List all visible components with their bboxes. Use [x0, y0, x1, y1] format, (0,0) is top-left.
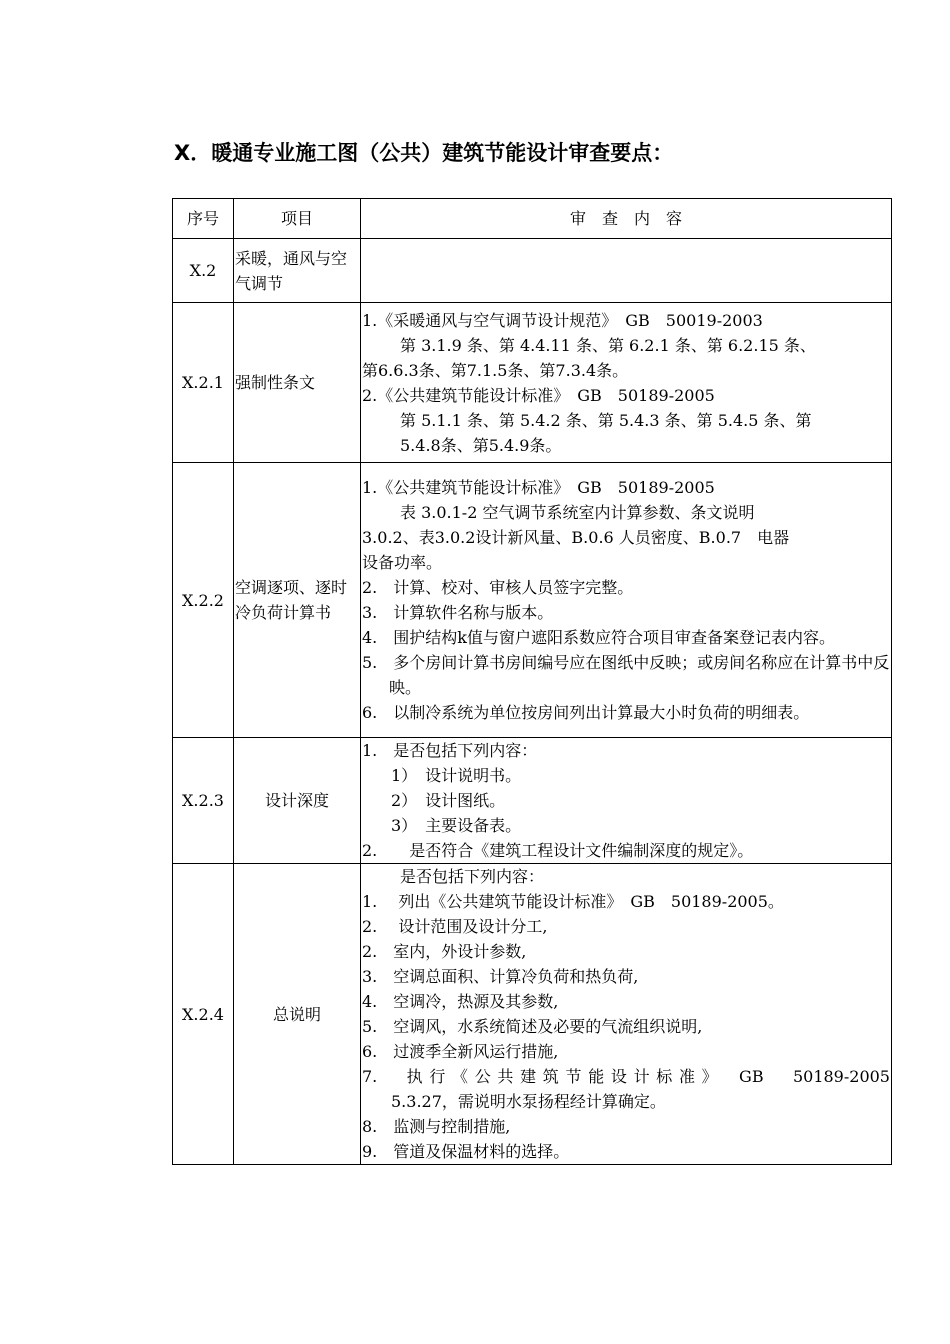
table-row: [173, 738, 892, 864]
page-title: X．暖通专业施工图（公共）建筑节能设计审查要点：: [174, 141, 674, 165]
content-line: 表 3.0.1-2 空气调节系统室内计算参数、条文说明: [400, 503, 755, 522]
content-line: 2. 是否符合《建筑工程设计文件编制深度的规定》。: [362, 841, 754, 860]
content-line: 2. 室内，外设计参数,: [362, 942, 527, 961]
content-line: 5. 空调风，水系统简述及必要的气流组织说明,: [362, 1017, 703, 1036]
row-content: [361, 463, 892, 738]
content-line: 2） 设计图纸。: [391, 791, 506, 810]
content-line: 6. 过渡季全新风运行措施,: [362, 1042, 559, 1061]
content-line: 6. 以制冷系统为单位按房间列出计算最大小时负荷的明细表。: [362, 703, 810, 722]
table-header-row: [173, 199, 892, 239]
content-line: 9. 管道及保温材料的选择。: [362, 1142, 570, 1161]
content-line: 7. 执行《公共建筑节能设计标准》 GB 50189-2005: [362, 1067, 890, 1086]
row-item: 空调逐项、逐时冷负荷计算书: [234, 463, 361, 738]
row-content: [361, 303, 892, 463]
content-line: 3） 主要设备表。: [391, 816, 522, 835]
table-row: [173, 864, 892, 1165]
content-line: 4. 围护结构k值与窗户遮阳系数应符合项目审查备案登记表内容。: [362, 628, 835, 647]
content-line: 1.《采暖通风与空气调节设计规范》 GB 50019-2003: [362, 310, 763, 330]
header-content: 审 查 内 容: [361, 199, 892, 239]
table-row: [173, 463, 892, 738]
content-line: 8. 监测与控制措施,: [362, 1117, 511, 1136]
content-line: 设备功率。: [362, 553, 443, 572]
row-number: X.2.2: [173, 463, 234, 738]
row-number: X.2.3: [173, 738, 234, 864]
header-item: 项目: [234, 199, 361, 239]
content-line: 5.4.8条、第5.4.9条。: [400, 435, 562, 455]
content-line: 5. 多个房间计算书房间编号应在图纸中反映；或房间名称应在计算书中反映。: [362, 653, 890, 697]
content-line: 1. 是否包括下列内容：: [362, 741, 538, 760]
content-line: 2.《公共建筑节能设计标准》 GB 50189-2005: [362, 385, 715, 405]
row-number: X.2.4: [173, 864, 234, 1165]
content-line: 1. 列出《公共建筑节能设计标准》 GB 50189-2005。: [362, 892, 784, 911]
content-line: 3. 空调总面积、计算冷负荷和热负荷,: [362, 967, 639, 986]
content-line: 3.0.2、表3.0.2设计新风量、B.0.6 人员密度、B.0.7 电器: [362, 528, 790, 547]
row-content: [361, 738, 892, 864]
table-row: [173, 303, 892, 463]
row-item: 总说明: [234, 864, 361, 1165]
table-row: [173, 239, 892, 303]
row-number: X.2: [173, 239, 234, 303]
content-line: 4. 空调冷，热源及其参数,: [362, 992, 559, 1011]
review-table: [172, 198, 892, 1165]
content-line: 第6.6.3条、第7.1.5条、第7.3.4条。: [362, 360, 629, 380]
row-item: 强制性条文: [234, 303, 361, 463]
content-line: 1.《公共建筑节能设计标准》 GB 50189-2005: [362, 478, 715, 497]
content-line: 2. 设计范围及设计分工,: [362, 917, 548, 936]
row-content: [361, 239, 892, 303]
content-line: 5.3.27，需说明水泵扬程经计算确定。: [391, 1092, 666, 1111]
content-line: 是否包括下列内容：: [400, 867, 545, 886]
content-line: 3. 计算软件名称与版本。: [362, 603, 554, 622]
row-content: [361, 864, 892, 1165]
row-number: X.2.1: [173, 303, 234, 463]
content-line: 第 3.1.9 条、第 4.4.11 条、第 6.2.1 条、第 6.2.15 条、: [400, 335, 816, 355]
content-line: 2. 计算、校对、审核人员签字完整。: [362, 578, 634, 597]
content-line: 第 5.1.1 条、第 5.4.2 条、第 5.4.3 条、第 5.4.5 条、第: [400, 410, 812, 430]
header-seq: 序号: [173, 199, 234, 239]
content-line: 1） 设计说明书。: [391, 766, 522, 785]
row-item: 设计深度: [234, 738, 361, 864]
row-item: 采暖，通风与空气调节: [234, 239, 361, 303]
